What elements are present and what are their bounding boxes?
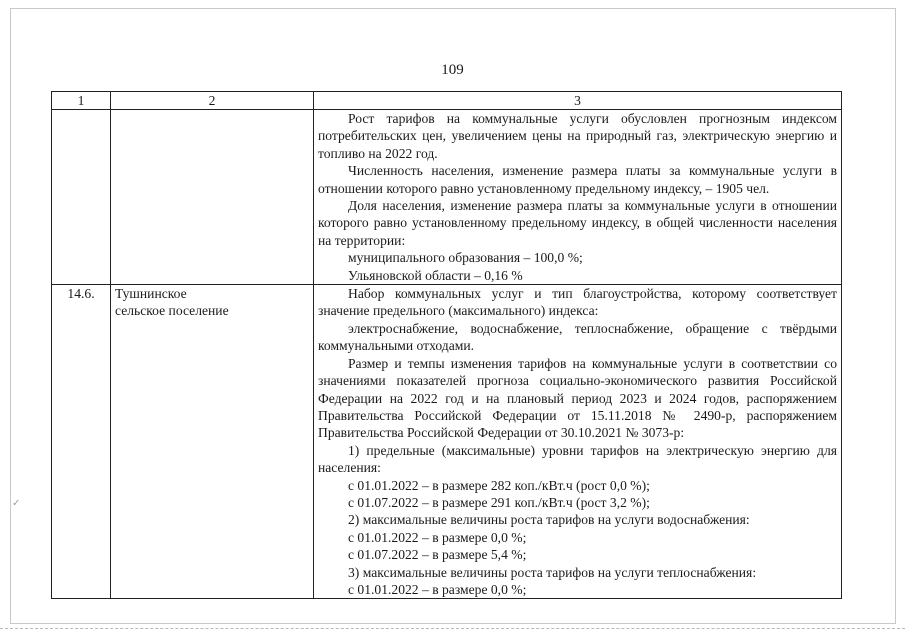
description-paragraph: с 01.01.2022 – в размере 282 коп./кВт.ч (рост 0,0 %); [348,477,650,493]
header-row [52,92,842,110]
description-paragraph: Ульяновской области – 0,16 % [348,267,523,283]
description-paragraph: 2) максимальные величины роста тарифов на услуги водоснабжения: [348,512,750,528]
description-paragraph: Численность населения, изменение размера платы за коммунальные услуги в отношении которого равно установленному предельному индексу, – 1905 чел. [318,163,837,196]
description-paragraph: 1) предельные (максимальные) уровни тарифов на электрическую энергию для населения: [318,442,837,476]
header-col-3: 3 [314,92,842,110]
description-paragraph: Размер и темпы изменения тарифов на коммунальные услуги в соответствии со значениями показателей прогноза социально-экономического развития Российской Федерации на 2022 год и на плановый период 2023 и 2024 годов, распоряжением Правительства Российской Федерации от 15.11.2018 № 2490-р, распоряжением Правительства Российской Федерации от 30.10.2021 № 3073-р: [318,355,837,441]
description-cell [314,285,842,599]
settlement-name [111,285,314,599]
description-paragraph: электроснабжение, водоснабжение, теплоснабжение, обращение с твёрдыми коммунальными отходами. [318,320,837,354]
description-paragraph: 3) максимальные величины роста тарифов на услуги теплоснабжения: [348,564,757,580]
row-number: 14.6. [52,285,111,599]
description-paragraph: с 01.01.2022 – в размере 0,0 %; [348,529,527,545]
description-paragraph: Рост тарифов на коммунальные услуги обусловлен прогнозным индексом потребительских цен, увеличением цены на природный газ, электрическую энергию и топливо на 2022 год. [318,111,837,161]
description-paragraph: Набор коммунальных услуг и тип благоустройства, которому соответствует значение предельного (максимального) индекса: [318,286,837,319]
header-col-1: 1 [52,92,111,110]
table-row [52,110,842,285]
page-bottom-edge [0,628,905,631]
description-paragraph: муниципального образования – 100,0 %; [348,250,583,266]
description-cell [314,110,842,285]
description-paragraph: с 01.01.2022 – в размере 0,0 %; [348,581,527,597]
settlement-name-line: сельское поселение [115,303,229,319]
table-row [52,285,842,599]
description-paragraph: Доля населения, изменение размера платы за коммунальные услуги в отношении которого равно установленному предельному индексу, в общей численности населения на территории: [318,198,837,248]
row-number [52,110,111,285]
tariff-table [51,91,842,599]
scan-mark: ✓ [12,498,21,509]
description-paragraph: с 01.07.2022 – в размере 291 коп./кВт.ч (рост 3,2 %); [348,494,650,510]
page-number: 109 [441,62,464,78]
settlement-name [111,110,314,285]
settlement-name-line: Тушнинское [115,286,187,302]
header-col-2: 2 [111,92,314,110]
description-paragraph: с 01.07.2022 – в размере 5,4 %; [348,547,527,563]
